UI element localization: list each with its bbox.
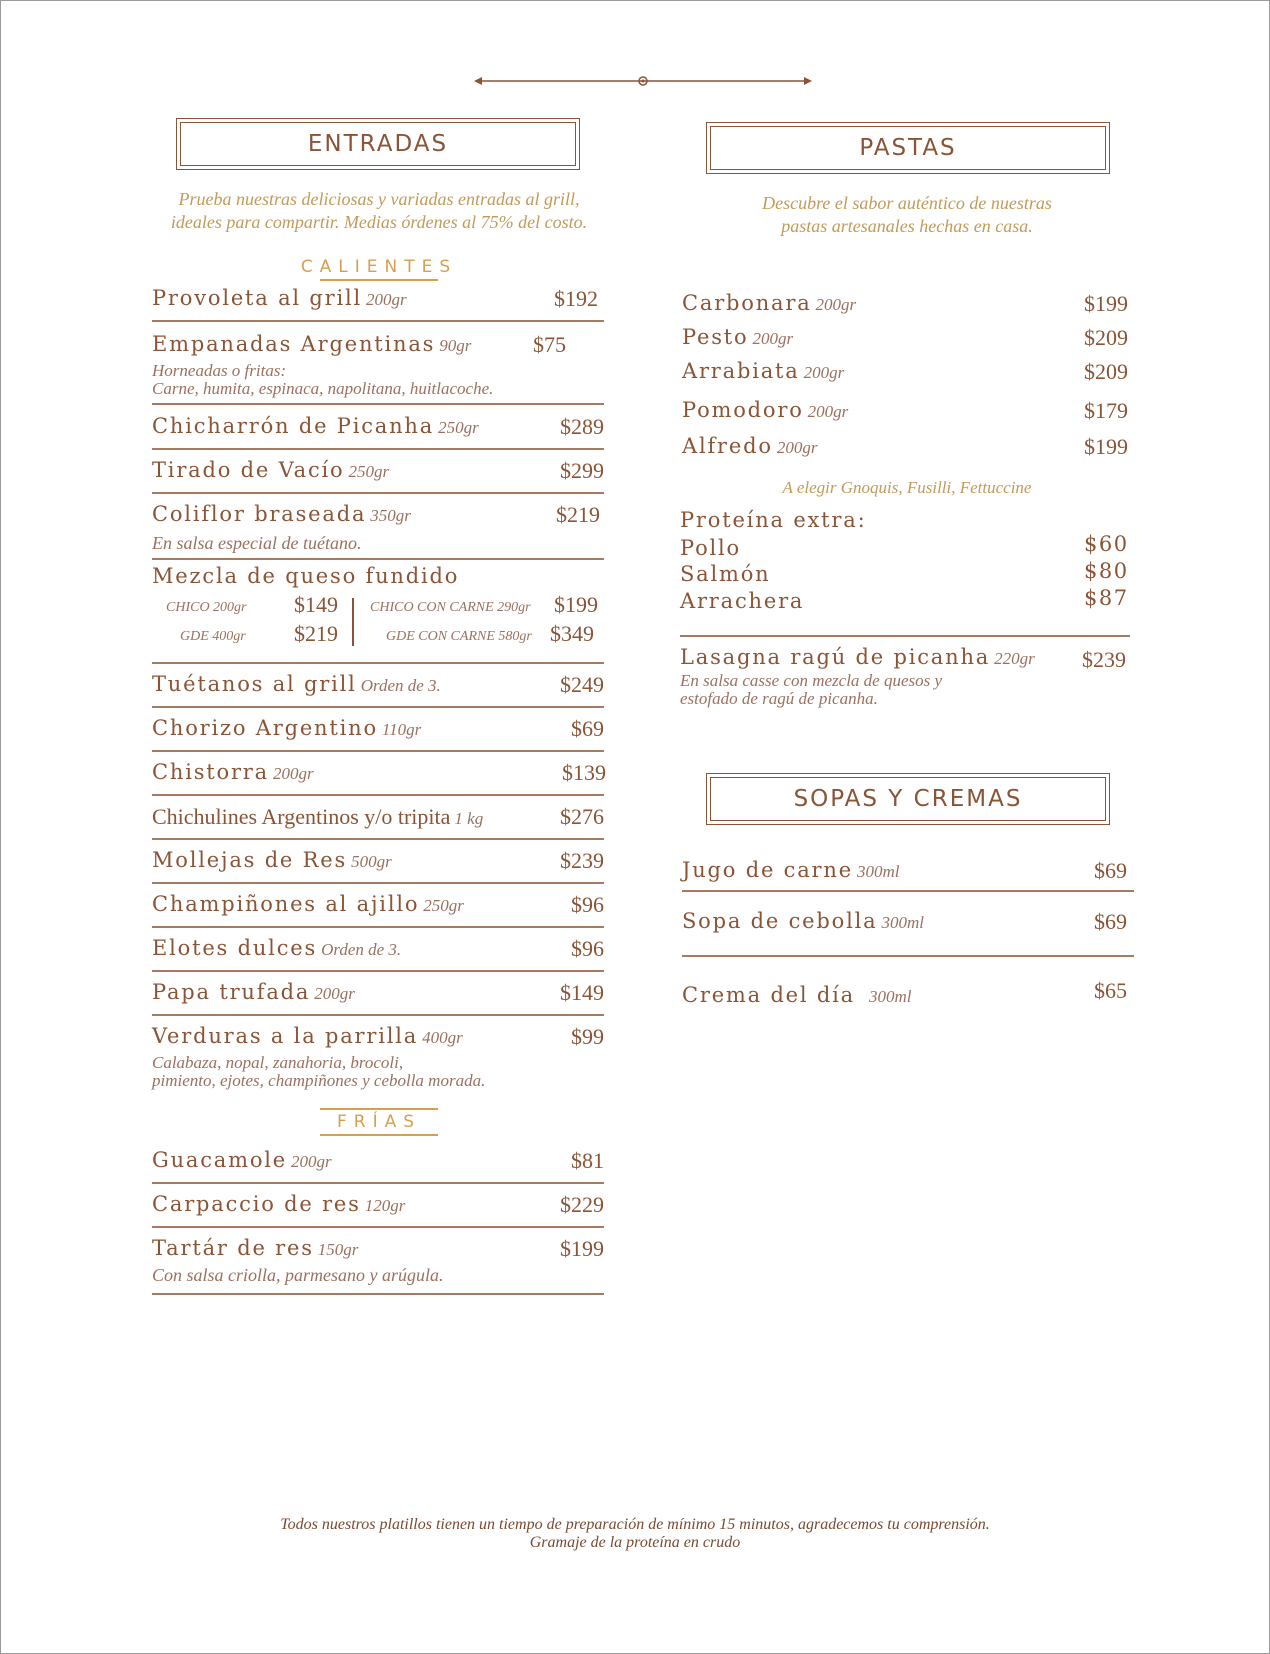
divider xyxy=(152,662,604,664)
lasagna-name: Lasagna ragú de picanha 220gr xyxy=(680,645,1035,669)
divider xyxy=(152,838,604,840)
divider xyxy=(680,635,1130,637)
divider xyxy=(152,320,604,322)
pasta-item: Arrabiata 200gr xyxy=(682,359,845,383)
queso-separator xyxy=(352,598,354,646)
protein-item: Salmón xyxy=(680,562,771,586)
queso-chico-carne: CHICO CON CARNE 290gr xyxy=(370,600,531,615)
divider xyxy=(152,448,604,450)
entradas-intro: Prueba nuestras deliciosas y variadas entradas al grill, ideales para compartir. Medias órdenes al 75% del costo. xyxy=(170,189,588,232)
sopa-price: $69 xyxy=(1094,858,1127,883)
frias-overline xyxy=(320,1108,438,1110)
protein-price: $80 xyxy=(1084,559,1129,583)
queso-chico: CHICO 200gr xyxy=(166,600,247,615)
queso-gde: GDE 400gr xyxy=(180,629,246,644)
divider xyxy=(152,706,604,708)
sopa-price: $69 xyxy=(1094,909,1127,934)
sopa-item: Crema del día 300ml xyxy=(682,983,912,1007)
divider xyxy=(152,882,604,884)
calientes-subhead: CALIENTES xyxy=(300,257,458,277)
divider xyxy=(682,890,1134,892)
frias-subhead: FRÍAS xyxy=(336,1112,422,1132)
calientes-underline xyxy=(320,279,438,281)
footer-line-1: Todos nuestros platillos tienen un tiempo de preparación de mínimo 15 minutos, agradecemos tu comprensión. xyxy=(280,1516,990,1533)
queso-chico-carne-price: $199 xyxy=(554,592,598,617)
pastas-intro: Descubre el sabor auténtico de nuestras pastas artesanales hechas en casa. xyxy=(762,193,1052,236)
queso-gde-price: $219 xyxy=(294,621,338,646)
pasta-item: Carbonara 200gr xyxy=(682,291,857,315)
divider xyxy=(152,1014,604,1016)
pasta-item: Alfredo 200gr xyxy=(682,434,818,458)
protein-price: $87 xyxy=(1084,586,1129,610)
divider xyxy=(152,1226,604,1228)
pasta-price: $209 xyxy=(1084,359,1128,384)
sopa-item: Jugo de carne 300ml xyxy=(682,858,900,882)
sopa-item: Sopa de cebolla 300ml xyxy=(682,909,924,933)
sopa-price: $65 xyxy=(1094,978,1127,1003)
queso-fundido-name: Mezcla de queso fundido xyxy=(152,564,460,588)
footer-note xyxy=(0,1516,1270,1552)
pastas-title: PASTAS xyxy=(706,122,1110,174)
sopas-title: SOPAS Y CREMAS xyxy=(706,773,1110,825)
pasta-item: Pomodoro 200gr xyxy=(682,398,849,422)
divider xyxy=(152,403,604,405)
divider xyxy=(152,750,604,752)
pasta-price: $209 xyxy=(1084,325,1128,350)
queso-gde-carne-price: $349 xyxy=(550,621,594,646)
pasta-price: $199 xyxy=(1084,434,1128,459)
frias-underline xyxy=(320,1134,438,1136)
pasta-price: $199 xyxy=(1084,291,1128,316)
protein-item: Arrachera xyxy=(680,589,805,613)
protein-extra-title: Proteína extra: xyxy=(680,508,867,532)
entradas-title: ENTRADAS xyxy=(176,118,580,170)
divider xyxy=(152,970,604,972)
pasta-price: $179 xyxy=(1084,398,1128,423)
pasta-shape-note: A elegir Gnoquis, Fusilli, Fettuccine xyxy=(782,478,1032,497)
queso-gde-carne: GDE CON CARNE 580gr xyxy=(386,629,532,644)
divider xyxy=(682,955,1134,957)
divider xyxy=(152,492,604,494)
lasagna-price: $239 xyxy=(1082,647,1126,672)
queso-chico-price: $149 xyxy=(294,592,338,617)
top-ornament-icon xyxy=(474,72,812,90)
divider xyxy=(152,1293,604,1295)
divider xyxy=(152,1182,604,1184)
protein-item: Pollo xyxy=(680,536,741,560)
divider xyxy=(152,794,604,796)
footer-line-2: Gramaje de la proteína en crudo xyxy=(529,1534,741,1551)
protein-price: $60 xyxy=(1084,532,1129,556)
divider xyxy=(152,926,604,928)
pasta-item: Pesto 200gr xyxy=(682,325,794,349)
divider xyxy=(152,558,604,560)
